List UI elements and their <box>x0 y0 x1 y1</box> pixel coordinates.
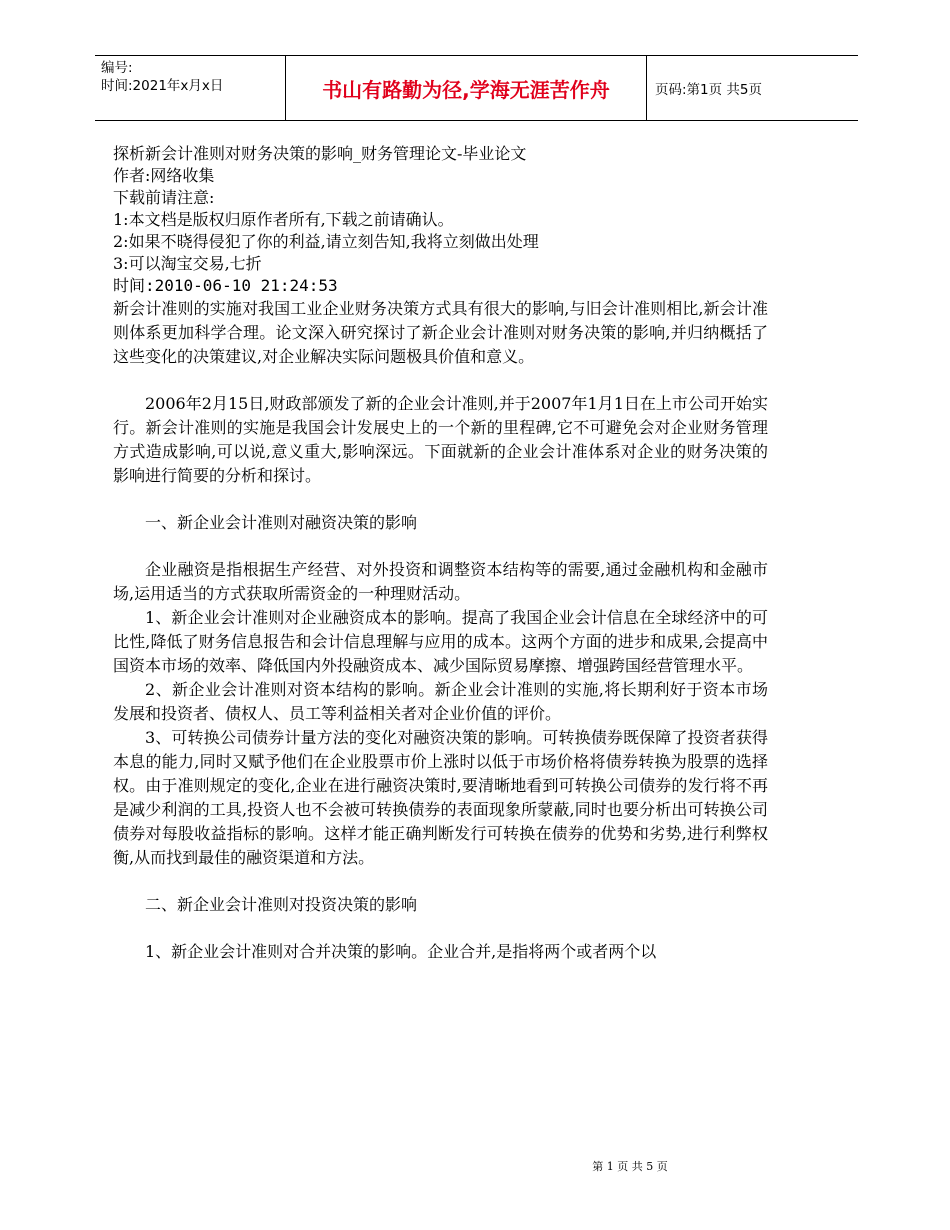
section-1-paragraph-1: 企业融资是指根据生产经营、对外投资和调整资本结构等的需要,通过金融机构和金融市场,运用适当的方式获取所需资金的一种理财活动。 <box>113 560 768 603</box>
doc-timestamp: 时间:2010-06-10 21:24:53 <box>113 276 338 295</box>
section-1-heading: 一、新企业会计准则对融资决策的影响 <box>145 513 418 532</box>
notice-item-3: 3:可以淘宝交易,七折 <box>113 254 262 273</box>
section-2-heading: 二、新企业会计准则对投资决策的影响 <box>145 895 418 914</box>
intro-paragraph: 2006年2月15日,财政部颁发了新的企业会计准则,并于2007年1月1日在上市公司开始实行。新会计准则的实施是我国会计发展史上的一个新的里程碑,它不可避免会对企业财务管理方式造成影响,可以说,意义重大,影响深远。下面就新的企业会计准体系对企业的财务决策的影响进行简要的分析和探讨。 <box>113 394 768 485</box>
page-footer: 第 1 页 共 5 页 <box>592 1160 668 1173</box>
page-header <box>95 55 858 121</box>
doc-title: 探析新会计准则对财务决策的影响_财务管理论文-毕业论文 <box>113 144 527 163</box>
doc-time-label: 时间:2021年x月x日 <box>101 78 224 94</box>
abstract-paragraph: 新会计准则的实施对我国工业企业财务决策方式具有很大的影响,与旧会计准则相比,新会计准则体系更加科学合理。论文深入研究探讨了新企业会计准则对财务决策的影响,并归纳概括了这些变化的决策建议,对企业解决实际问题极具价值和意义。 <box>113 299 768 366</box>
header-meta <box>95 56 285 120</box>
notice-item-2: 2:如果不晓得侵犯了你的利益,请立刻告知,我将立刻做出处理 <box>113 232 539 251</box>
section-1-paragraph-3: 2、新企业会计准则对资本结构的影响。新企业会计准则的实施,将长期利好于资本市场发展和投资者、债权人、员工等利益相关者对企业价值的评价。 <box>113 680 768 723</box>
section-1-paragraph-2: 1、新企业会计准则对企业融资成本的影响。提高了我国企业会计信息在全球经济中的可比性,降低了财务信息报告和会计信息理解与应用的成本。这两个方面的进步和成果,会提高中国资本市场的效率、降低国内外投融资成本、减少国际贸易摩擦、增强跨国经营管理水平。 <box>113 608 768 675</box>
section-2-paragraph-1: 1、新企业会计准则对合并决策的影响。企业合并,是指将两个或者两个以 <box>145 942 657 961</box>
notice-item-1: 1:本文档是版权归原作者所有,下载之前请确认。 <box>113 210 454 229</box>
doc-number-label: 编号: <box>101 60 133 76</box>
section-1-paragraph-4: 3、可转换公司债券计量方法的变化对融资决策的影响。可转换债券既保障了投资者获得本息的能力,同时又赋予他们在企业股票市价上涨时以低于市场价格将债券转换为股票的选择权。由于准则规定的变化,企业在进行融资决策时,要清晰地看到可转换公司债券的发行将不再是减少利润的工具,投资人也不会被可转换债券的表面现象所蒙蔽,同时也要分析出可转换公司债券对每股收益指标的影响。这样才能正确判断发行可转换在债券的优势和劣势,进行利弊权衡,从而找到最佳的融资渠道和方法。 <box>113 728 768 867</box>
notice-heading: 下载前请注意: <box>113 188 215 207</box>
header-motto: 书山有路勤为径,学海无涯苦作舟 <box>285 56 647 120</box>
doc-author: 作者:网络收集 <box>113 166 215 185</box>
document-body <box>113 143 768 964</box>
header-page-info: 页码:第1页 共5页 <box>655 82 763 98</box>
